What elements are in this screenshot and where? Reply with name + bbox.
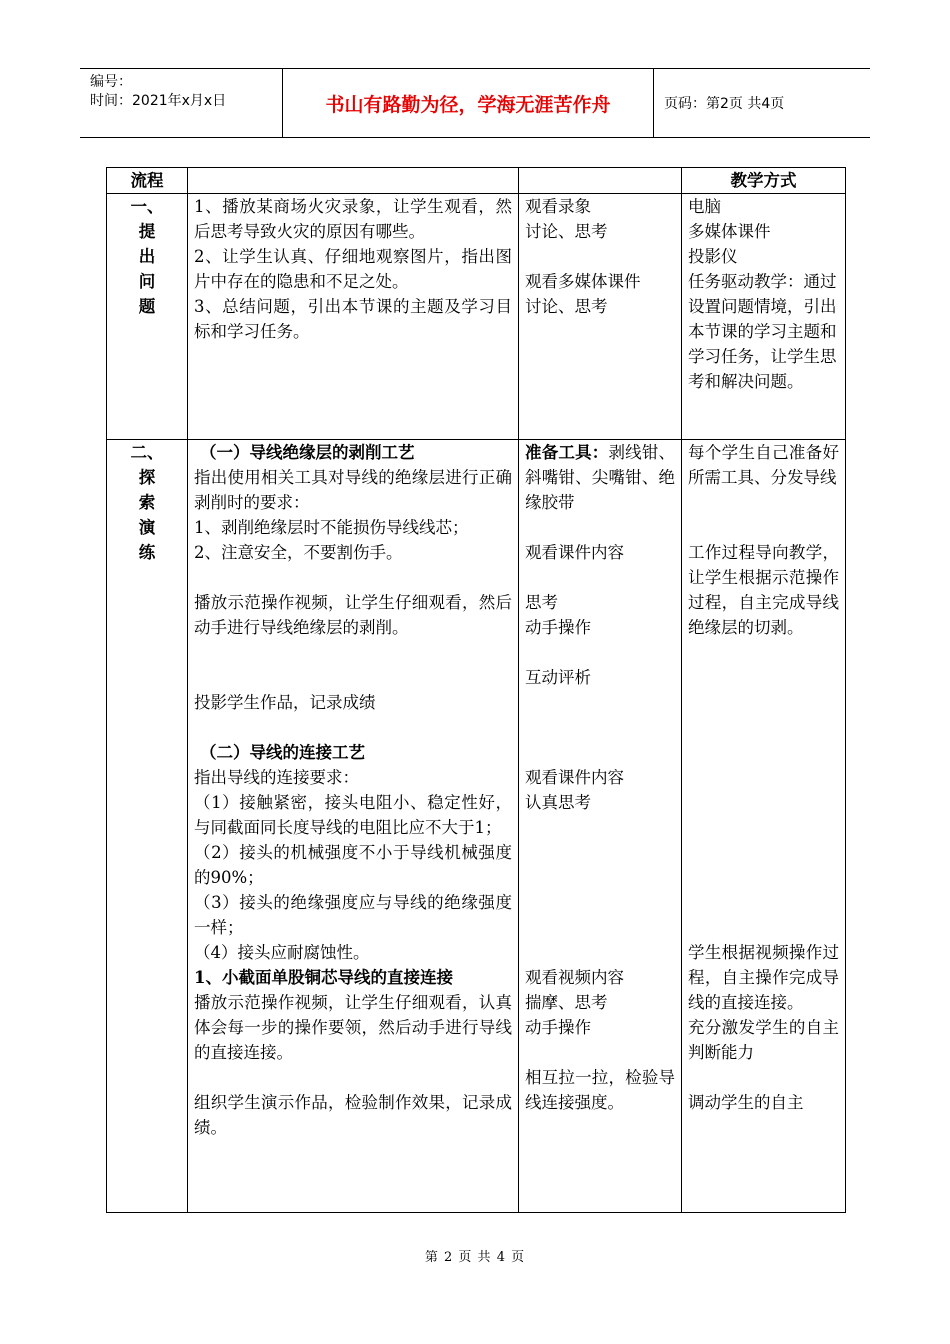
student-text: 动手操作 <box>525 618 591 637</box>
stage-char: 探 <box>138 468 156 487</box>
student-text: 讨论、思考 <box>525 297 608 316</box>
spacer <box>194 715 512 740</box>
content-text: 播放示范操作视频，让学生仔细观看，认真体会每一步的操作要领，然后动手进行导线的直接连接。 <box>194 993 512 1062</box>
content-text: 2、让学生认真、仔细地观察图片，指出图片中存在的隐患和不足之处。 <box>194 247 512 291</box>
content-text: 2、注意安全，不要割伤手。 <box>194 543 403 562</box>
section-title: （二）导线的连接工艺 <box>200 743 365 762</box>
content-text: 3、总结问题，引出本节课的主题及学习目标和学习任务。 <box>194 297 512 341</box>
student-text: 讨论、思考 <box>525 222 608 241</box>
student-text: 观看课件内容 <box>525 768 624 787</box>
header-content <box>188 168 519 194</box>
student-cell <box>519 194 682 440</box>
subsection-title: 1、小截面单股铜芯导线的直接连接 <box>194 968 453 987</box>
stage-cell <box>107 194 188 440</box>
content-text: 1、播放某商场火灾录象，让学生观看，然后思考导致火灾的原因有哪些。 <box>194 197 512 241</box>
content-text: （2）接头的机械强度不小于导线机械强度的90%； <box>194 843 512 887</box>
student-text: 思考 <box>525 593 558 612</box>
student-text: 观看录象 <box>525 197 591 216</box>
content-text: 1、剥削绝缘层时不能损伤导线线芯； <box>194 518 469 537</box>
student-text: 观看多媒体课件 <box>525 272 641 291</box>
time-label: 时间：2021年x月x日 <box>90 93 227 109</box>
student-text: 互动评析 <box>525 668 591 687</box>
content-text: 指出导线的连接要求： <box>194 768 359 787</box>
spacer <box>194 565 512 590</box>
method-text: 电脑 <box>688 197 721 216</box>
method-text: 调动学生的自主 <box>688 1093 804 1112</box>
content-text: 播放示范操作视频，让学生仔细观看，然后动手进行导线绝缘层的剥削。 <box>194 593 512 637</box>
spacer <box>525 565 675 590</box>
stage-char: 练 <box>138 543 156 562</box>
student-text: 观看课件内容 <box>525 543 624 562</box>
section-title: （一）导线绝缘层的剥削工艺 <box>200 443 415 462</box>
stage-char: 演 <box>138 518 156 537</box>
spacer <box>525 244 675 269</box>
stage-cell <box>107 440 188 1213</box>
content-text: 投影学生作品，记录成绩 <box>194 693 376 712</box>
stage-char: 出 <box>138 247 156 266</box>
method-cell <box>682 440 846 1213</box>
student-text: 相互拉一拉，检验导线连接强度。 <box>525 1068 675 1112</box>
method-text: 任务驱动教学：通过设置问题情境，引出本节课的学习主题和学习任务，让学生思考和解决问题。 <box>688 272 837 391</box>
spacer <box>525 1040 675 1065</box>
stage-char: 问 <box>138 272 156 291</box>
student-cell <box>519 440 682 1213</box>
student-text: 观看视频内容 <box>525 968 624 987</box>
content-text: （4）接头应耐腐蚀性。 <box>194 943 370 962</box>
spacer <box>688 1065 839 1090</box>
spacer <box>525 690 675 765</box>
spacer <box>525 515 675 540</box>
page-info: 页码：第2页 共4页 <box>664 96 785 112</box>
method-text: 投影仪 <box>688 247 738 266</box>
table-header-row <box>107 168 846 194</box>
header-process: 流程 <box>107 168 188 194</box>
spacer <box>525 640 675 665</box>
stage-char: 一、 <box>130 197 164 216</box>
method-text: 充分激发学生的自主判断能力 <box>688 1018 839 1062</box>
code-label: 编号： <box>90 74 132 90</box>
method-cell <box>682 194 846 440</box>
content-text: 指出使用相关工具对导线的绝缘层进行正确剥削时的要求： <box>194 468 512 512</box>
content-text: （1）接触紧密，接头电阻小、稳定性好，与同截面同长度导线的电阻比应不大于1； <box>194 793 512 837</box>
stage-char: 题 <box>138 297 156 316</box>
spacer <box>688 640 839 940</box>
method-text: 工作过程导向教学，让学生根据示范操作过程，自主完成导线绝缘层的切剥。 <box>688 543 839 637</box>
content-text: （3）接头的绝缘强度应与导线的绝缘强度一样； <box>194 893 512 937</box>
header-student <box>519 168 682 194</box>
method-text: 多媒体课件 <box>688 222 771 241</box>
stage-char: 索 <box>138 493 156 512</box>
method-text: 每个学生自己准备好所需工具、分发导线 <box>688 443 839 487</box>
student-text: 揣摩、思考 <box>525 993 608 1012</box>
spacer <box>194 640 512 690</box>
page-header <box>80 68 870 138</box>
content-cell <box>188 194 519 440</box>
motto: 书山有路勤为径，学海无涯苦作舟 <box>282 69 654 137</box>
stage-char: 提 <box>138 222 156 241</box>
spacer <box>525 815 675 965</box>
stage-char: 二、 <box>130 443 164 462</box>
header-method: 教学方式 <box>682 168 846 194</box>
student-text: 动手操作 <box>525 1018 591 1037</box>
spacer <box>194 1065 512 1090</box>
tools-text: 剥线钳、斜嘴钳、尖嘴钳、绝缘胶带 <box>525 443 675 512</box>
page-footer: 第 2 页 共 4 页 <box>424 1250 526 1265</box>
table-row <box>107 194 846 440</box>
table-row <box>107 440 846 1213</box>
header-meta <box>80 69 282 137</box>
method-text: 学生根据视频操作过程，自主操作完成导线的直接连接。 <box>688 943 839 1012</box>
content-text: 组织学生演示作品，检验制作效果，记录成绩。 <box>194 1093 512 1137</box>
spacer <box>688 490 839 540</box>
content-cell <box>188 440 519 1213</box>
tools-label: 准备工具： <box>525 443 609 462</box>
student-text: 认真思考 <box>525 793 591 812</box>
lesson-table <box>106 167 846 1213</box>
